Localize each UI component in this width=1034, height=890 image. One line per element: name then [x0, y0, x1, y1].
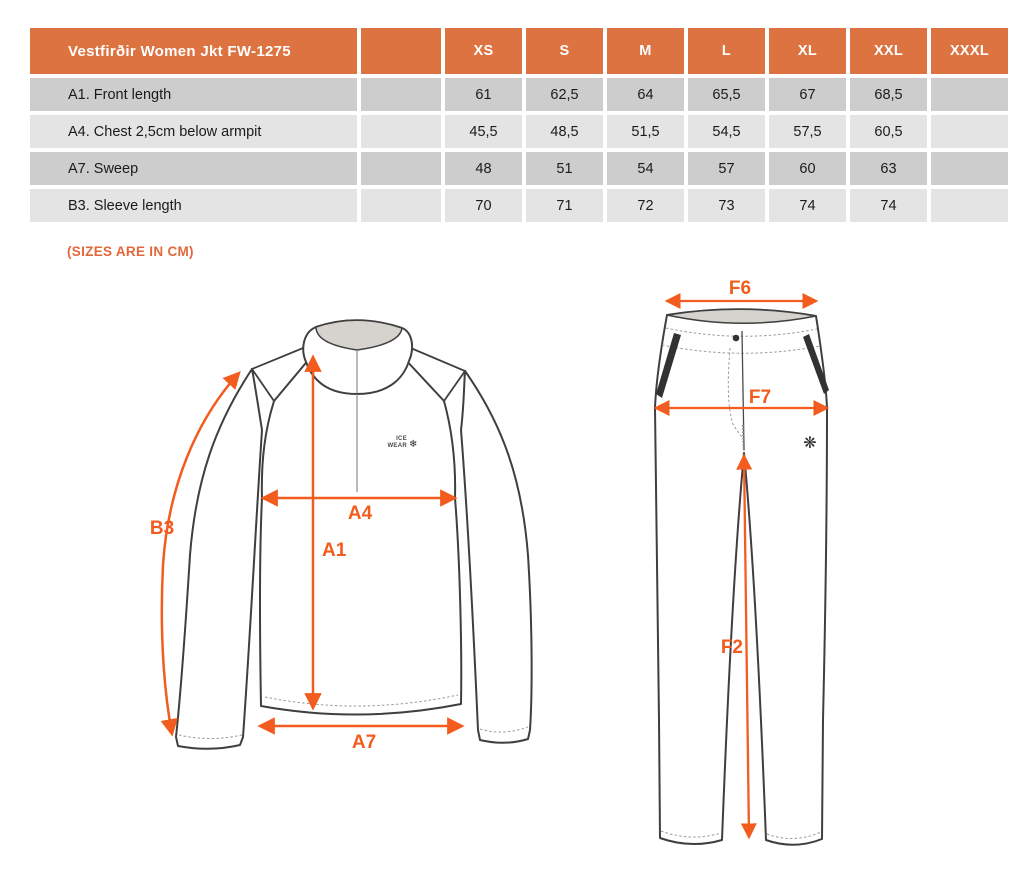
value-cell	[931, 189, 1008, 222]
value-cell: 71	[526, 189, 603, 222]
value-cell: 54,5	[688, 115, 765, 148]
value-cell	[931, 78, 1008, 111]
value-cell: 62,5	[526, 78, 603, 111]
jacket-drawing	[150, 320, 532, 753]
jacket-logo-snowflake-icon: ❄	[409, 439, 418, 450]
size-header-xxxl: XXXL	[931, 28, 1008, 74]
row-label: A1. Front length	[30, 78, 357, 111]
row-label: A4. Chest 2,5cm below armpit	[30, 115, 357, 148]
size-header-xl: XL	[769, 28, 846, 74]
value-cell: 68,5	[850, 78, 927, 111]
value-cell: 57	[688, 152, 765, 185]
jacket-label-a7: A7	[351, 732, 377, 753]
jacket-logo-ice: ICE	[396, 436, 407, 442]
value-cell: 61	[445, 78, 522, 111]
pants-outline	[655, 309, 827, 845]
value-cell: 72	[607, 189, 684, 222]
value-cell: 74	[850, 189, 927, 222]
row-spacer	[361, 152, 441, 185]
row-label: A7. Sweep	[30, 152, 357, 185]
table-header-spacer	[361, 28, 441, 74]
row-label: B3. Sleeve length	[30, 189, 357, 222]
value-cell: 45,5	[445, 115, 522, 148]
value-cell: 74	[769, 189, 846, 222]
jacket-label-a4: A4	[347, 503, 373, 524]
value-cell: 63	[850, 152, 927, 185]
jacket-body	[260, 358, 461, 715]
value-cell: 51,5	[607, 115, 684, 148]
pants-label-f7: F7	[748, 387, 772, 408]
measurement-diagram	[0, 270, 1034, 890]
size-header-s: S	[526, 28, 603, 74]
pants-label-f6: F6	[728, 278, 752, 299]
row-spacer	[361, 115, 441, 148]
jacket-right-sleeve	[461, 371, 532, 743]
value-cell: 60	[769, 152, 846, 185]
pants-button	[733, 335, 740, 342]
size-header-l: L	[688, 28, 765, 74]
value-cell: 54	[607, 152, 684, 185]
table-title: Vestfirðir Women Jkt FW-1275	[30, 28, 357, 74]
pants-label-f2: F2	[720, 637, 743, 658]
value-cell: 65,5	[688, 78, 765, 111]
value-cell: 70	[445, 189, 522, 222]
value-cell	[931, 115, 1008, 148]
value-cell: 48,5	[526, 115, 603, 148]
value-cell: 48	[445, 152, 522, 185]
jacket-left-sleeve	[176, 369, 262, 749]
pants-drawing	[655, 278, 829, 845]
jacket-label-b3: B3	[149, 518, 175, 539]
value-cell: 73	[688, 189, 765, 222]
pants-snowflake-icon: ❋	[803, 433, 817, 452]
row-spacer	[361, 189, 441, 222]
value-cell: 57,5	[769, 115, 846, 148]
jacket-label-a1: A1	[322, 540, 347, 561]
jacket-logo-wear: WEAR	[387, 443, 407, 449]
value-cell: 64	[607, 78, 684, 111]
size-header-m: M	[607, 28, 684, 74]
value-cell: 60,5	[850, 115, 927, 148]
row-spacer	[361, 78, 441, 111]
sizes-note: (SIZES ARE IN CM)	[67, 244, 194, 259]
size-header-xxl: XXL	[850, 28, 927, 74]
size-header-xs: XS	[445, 28, 522, 74]
value-cell: 67	[769, 78, 846, 111]
size-table	[30, 28, 1008, 222]
value-cell: 51	[526, 152, 603, 185]
value-cell	[931, 152, 1008, 185]
